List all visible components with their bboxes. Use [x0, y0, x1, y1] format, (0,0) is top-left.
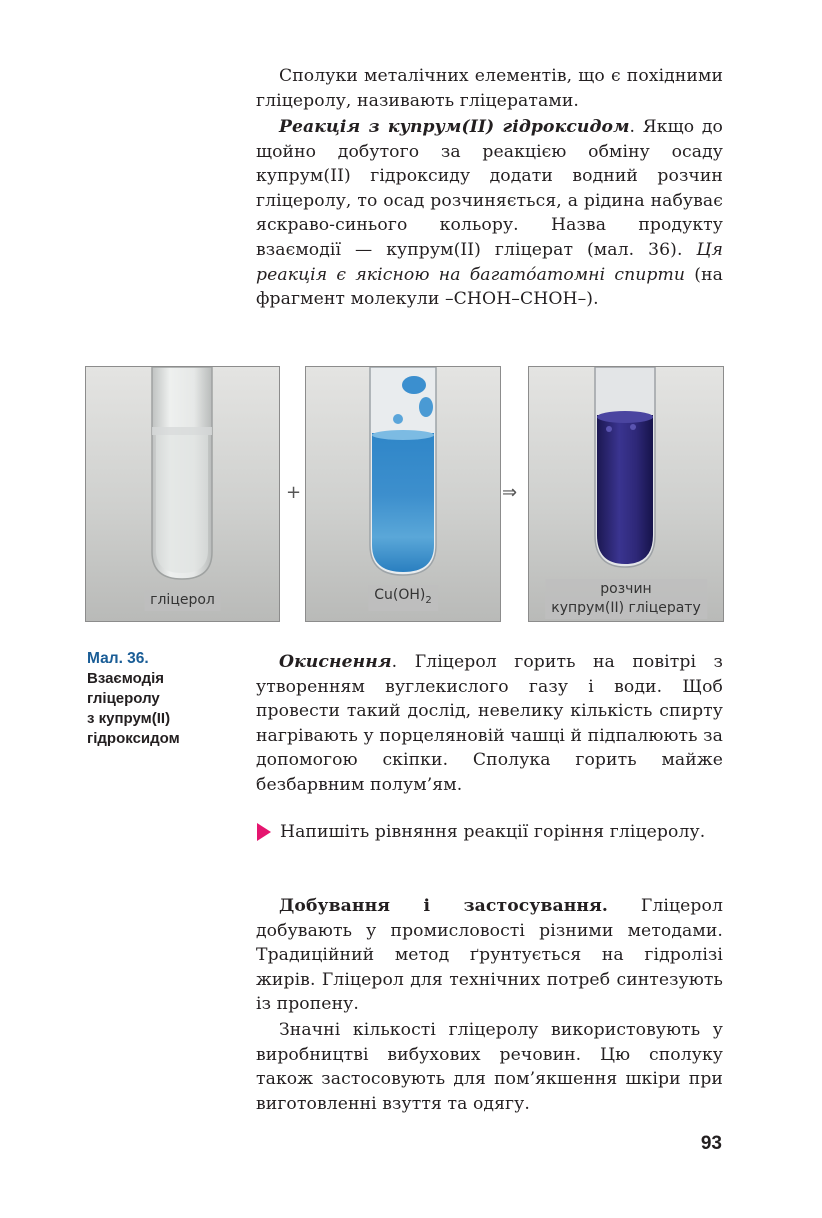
oxidation-heading: Окиснення	[279, 652, 392, 672]
arrow-sign: ⇒	[502, 482, 518, 503]
photo-glycerol	[85, 366, 280, 622]
paragraph-production: Добування і застосування. Гліцерол добувають у промисловості різними методами. Традиційний метод ґрунтується на гідролізі жирів. Гліцерол для технічних потреб синтезують із пропену.	[256, 896, 723, 1015]
photo-copper-hydroxide	[305, 366, 501, 622]
paragraph-copper-reaction: Реакція з купрум(ІІ) гідроксидом. Якщо до щойно добутого за реакцією обміну осаду купрум(ІІ) гідроксиду додати водний розчин гліцеролу, то осад розчиняється, а рідина набуває яскраво-синього кольору. Назва продукту взаємодії — купрум(ІІ) гліцерат (мал. 36). Ця реакція є якісною на багато́атомні спирти (на фрагмент молекули –СНОН–СНОН–).	[256, 117, 723, 310]
paragraph-oxidation: Окиснення. Гліцерол горить на повітрі з утворенням вуглекислого газу і води. Щоб провести такий дослід, невелику кількість спирту нагрівають у порцеляновій чашці й підпалюють за допомогою скіпки. Сполука горить майже безбарвним полум’ям.	[256, 652, 723, 795]
caption-number: Мал. 36.	[87, 650, 149, 667]
caption-text: Взаємодія гліцеролу з купрум(ІІ) гідроксидом	[87, 670, 180, 747]
photo-label-copper-hydroxide: $Cu(OH)_2$	[368, 585, 438, 611]
production-heading: Добування і застосування.	[279, 896, 608, 916]
figure-caption	[87, 649, 237, 749]
paragraph-applications: Значні кількості гліцеролу використовують у виробництві вибухових речовин. Цю сполуку також застосовують для пом’якшення шкіри при виготовленні взуття та одягу.	[256, 1020, 723, 1114]
qualitative-reaction-note: Ця реакція є якісною на багато́атомні спирти	[256, 239, 723, 285]
task-text: Напишіть рівняння реакції горіння гліцеролу.	[280, 822, 706, 842]
paragraph-glycerates: Сполуки металічних елементів, що є похідними гліцеролу, називають гліцератами.	[256, 66, 723, 111]
task-marker-icon	[257, 823, 271, 841]
copper-reaction-heading: Реакція з купрум(ІІ) гідроксидом	[279, 117, 630, 137]
photo-label-copper-glycerate: розчин купрум(ІІ) гліцерату	[545, 579, 707, 619]
plus-sign: +	[286, 482, 302, 503]
photo-copper-glycerate	[528, 366, 724, 622]
photo-label-glycerol: гліцерол	[144, 590, 221, 611]
page-number: 93	[700, 1133, 722, 1154]
